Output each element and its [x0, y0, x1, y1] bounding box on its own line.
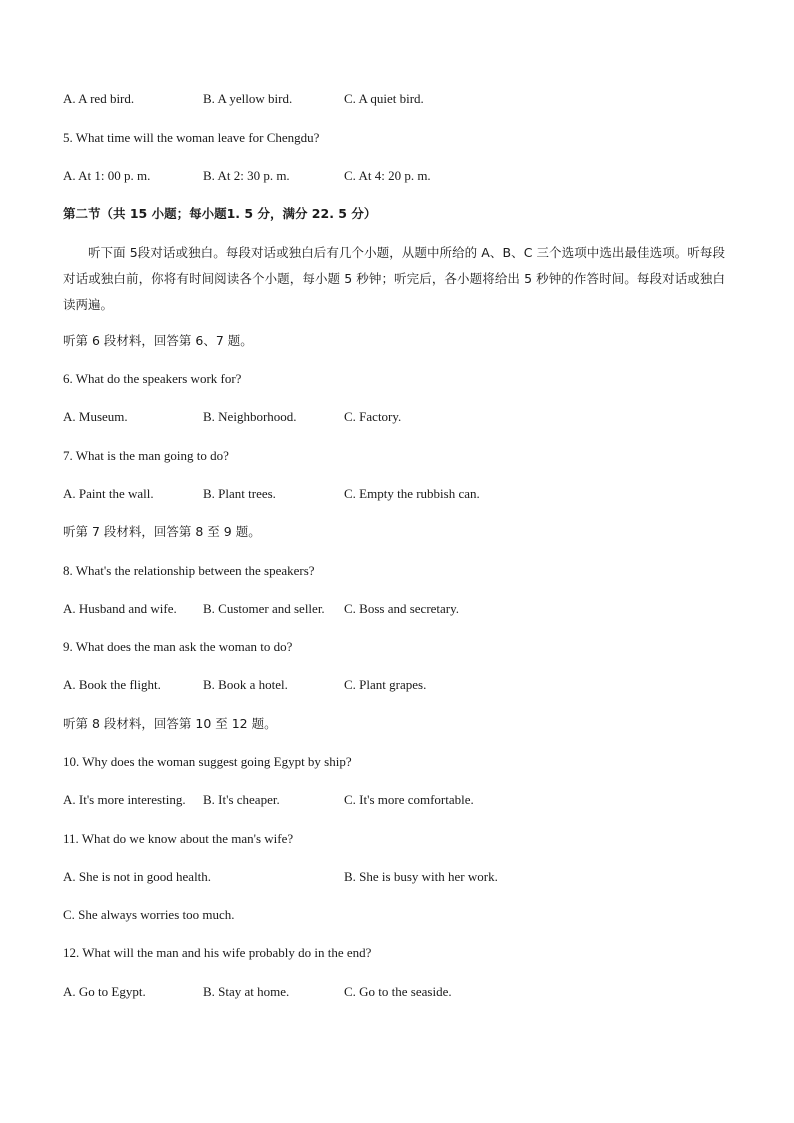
q6-option-a: A. Museum. — [63, 409, 128, 424]
q6-option-c: C. Factory. — [344, 409, 402, 424]
q9-option-b: B. Book a hotel. — [203, 677, 288, 692]
q10-option-b: B. It's cheaper. — [203, 792, 280, 807]
q7-option-b: B. Plant trees. — [203, 486, 276, 501]
q10-option-c: C. It's more comfortable. — [344, 792, 474, 807]
passage-6-label: 听第 6 段材料，回答第 6、7 题。 — [63, 333, 253, 348]
q11-option-c: C. She always worries too much. — [63, 907, 235, 922]
q5-option-a: A. At 1: 00 p. m. — [63, 168, 151, 183]
q7-option-c: C. Empty the rubbish can. — [344, 486, 480, 501]
q11-option-a: A. She is not in good health. — [63, 869, 212, 884]
q7-option-a: A. Paint the wall. — [63, 486, 154, 501]
q4-options — [63, 90, 743, 108]
q9-option-c: C. Plant grapes. — [344, 677, 427, 692]
q8-option-b: B. Customer and seller. — [203, 601, 325, 616]
q10-question: 10. Why does the woman suggest going Egypt by ship? — [63, 754, 352, 769]
q11-options-row1 — [63, 868, 743, 886]
q9-question: 9. What does the man ask the woman to do? — [63, 639, 293, 654]
q4-option-a: A. A red bird. — [63, 91, 135, 106]
q8-options — [63, 600, 743, 618]
q5-option-b: B. At 2: 30 p. m. — [203, 168, 290, 183]
q7-question: 7. What is the man going to do? — [63, 448, 229, 463]
q10-options — [63, 791, 743, 809]
q8-option-c: C. Boss and secretary. — [344, 601, 460, 616]
passage-8-label: 听第 8 段材料，回答第 10 至 12 题。 — [63, 716, 277, 731]
q12-options — [63, 983, 743, 1001]
section-instructions: 听下面 5段对话或独白。每段对话或独白后有几个小题，从题中所给的 A、B、C 三个选项中选出最佳选项。听每段对话或独白前，你将有时间阅读各个小题，每小题 5 秒钟；听完后，各小题将给出 5 秒钟的作答时间。每段对话或独白读两遍。 — [63, 245, 725, 312]
q6-question: 6. What do the speakers work for? — [63, 371, 242, 386]
q11-question: 11. What do we know about the man's wife? — [63, 831, 294, 846]
q5-question: 5. What time will the woman leave for Chengdu? — [63, 130, 320, 145]
q12-option-c: C. Go to the seaside. — [344, 984, 452, 999]
q5-options — [63, 167, 743, 185]
q12-question: 12. What will the man and his wife probably do in the end? — [63, 945, 372, 960]
q6-option-b: B. Neighborhood. — [203, 409, 297, 424]
q9-option-a: A. Book the flight. — [63, 677, 161, 692]
q7-options — [63, 485, 743, 503]
q4-option-c: C. A quiet bird. — [344, 91, 424, 106]
q8-question: 8. What's the relationship between the speakers? — [63, 563, 315, 578]
q4-option-b: B. A yellow bird. — [203, 91, 293, 106]
section-title: 第二节（共 15 小题；每小题1. 5 分，满分 22. 5 分） — [63, 206, 377, 221]
q5-option-c: C. At 4: 20 p. m. — [344, 168, 431, 183]
q6-options — [63, 408, 743, 426]
q8-option-a: A. Husband and wife. — [63, 601, 177, 616]
q9-options — [63, 676, 743, 694]
q12-option-a: A. Go to Egypt. — [63, 984, 146, 999]
q12-option-b: B. Stay at home. — [203, 984, 290, 999]
passage-7-label: 听第 7 段材料，回答第 8 至 9 题。 — [63, 524, 261, 539]
q11-option-b: B. She is busy with her work. — [344, 869, 498, 884]
q10-option-a: A. It's more interesting. — [63, 792, 186, 807]
